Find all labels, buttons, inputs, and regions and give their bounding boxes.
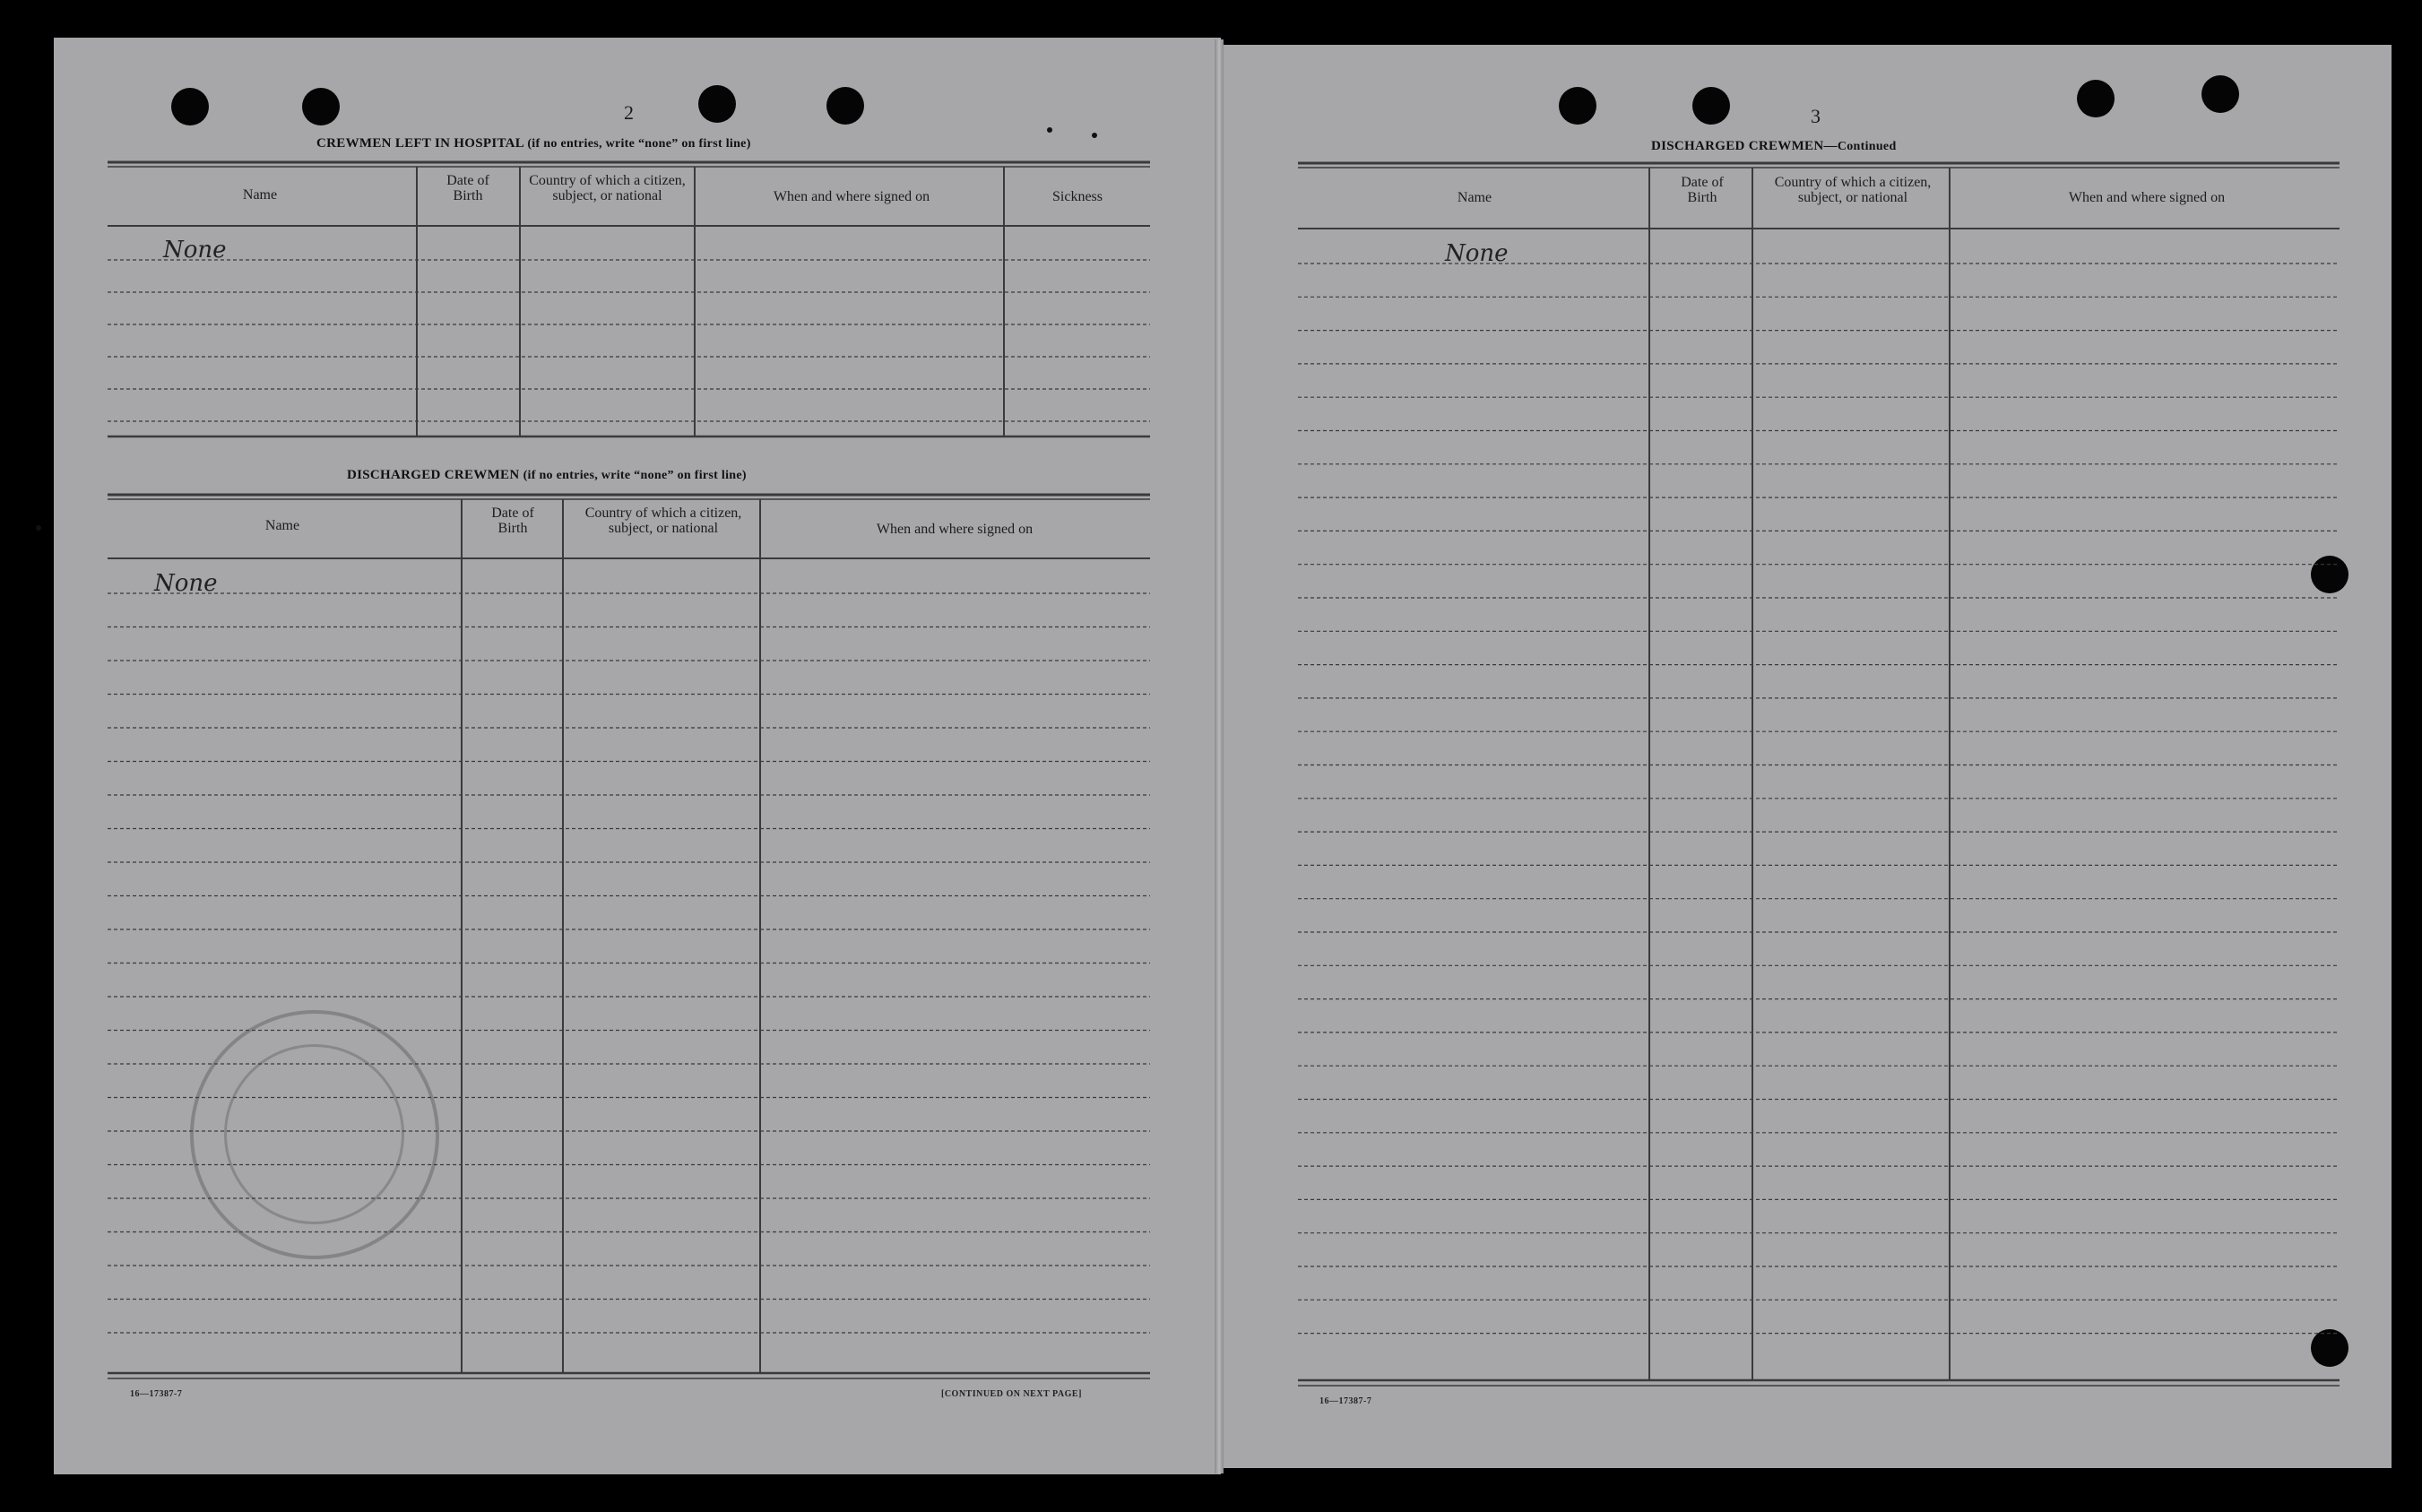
hospital-title-text: CREWMEN LEFT IN HOSPITAL [316, 136, 524, 151]
continued-title-suffix: Continued [1837, 140, 1897, 153]
continued-col-country: Country of which a citizen, subject, or national [1774, 175, 1932, 205]
discharged-title-instruction: (if no entries, write “none” on first line) [523, 469, 747, 482]
page-number: 3 [1811, 105, 1821, 127]
hospital-col-country: Country of which a citizen, subject, or national [529, 173, 686, 203]
hospital-col-name: Name [242, 187, 278, 203]
discharged-title-text: DISCHARGED CREWMEN [347, 468, 520, 482]
discharged-col-dob: Date of Birth [491, 505, 534, 536]
discharged-continued-title [1651, 139, 1897, 154]
continued-col-name: Name [1457, 190, 1492, 205]
continued-entry: None [1445, 240, 1509, 267]
form-number: 16—17387-7 [130, 1389, 183, 1399]
discharged-section-title [347, 468, 747, 483]
discharged-col-name: Name [264, 518, 300, 533]
continued-title-text: DISCHARGED CREWMEN— [1651, 139, 1838, 153]
discharged-col-country: Country of which a citizen, subject, or national [584, 505, 742, 536]
continued-note: [CONTINUED ON NEXT PAGE] [941, 1389, 1082, 1399]
discharged-col-signed: When and where signed on [876, 522, 1034, 537]
hospital-entry: None [163, 237, 227, 264]
discharged-entry: None [154, 570, 218, 597]
continued-col-signed: When and where signed on [2068, 190, 2226, 205]
hospital-col-dob: Date of Birth [446, 173, 489, 203]
hospital-col-sickness: Sickness [1052, 189, 1103, 204]
page-number: 2 [624, 101, 634, 124]
hospital-section-title [316, 136, 751, 151]
hospital-col-signed: When and where signed on [773, 189, 930, 204]
continued-col-dob: Date of Birth [1681, 175, 1724, 205]
form-number: 16—17387-7 [1319, 1396, 1372, 1406]
hospital-title-instruction: (if no entries, write “none” on first line) [527, 137, 751, 151]
